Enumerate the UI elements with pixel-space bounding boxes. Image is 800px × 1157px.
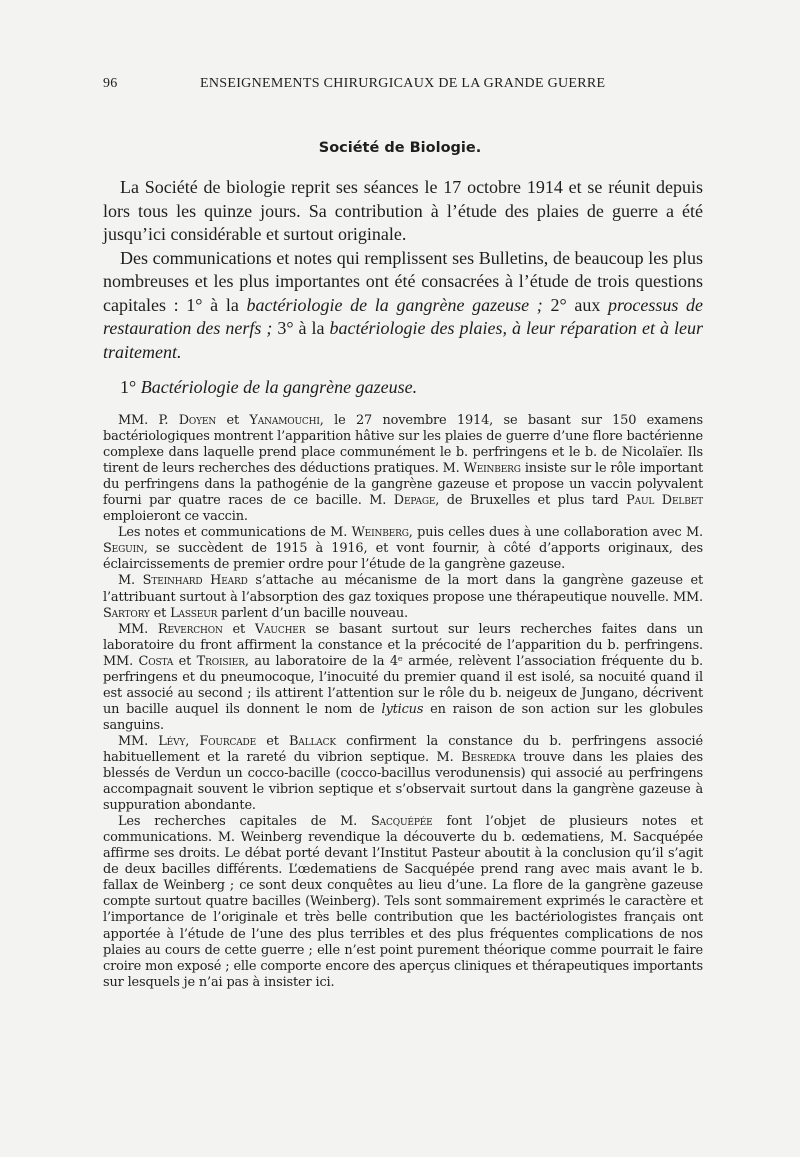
page-number: 96: [103, 76, 118, 91]
body-paragraph-4: [103, 622, 703, 734]
body-paragraph-1: [103, 413, 703, 525]
italic-run: bactériologie des plaies, à leur réparation et à leur traitement.: [103, 318, 703, 362]
body-text: [103, 413, 703, 991]
italic-term: lyticus: [381, 701, 424, 717]
intro-text: [103, 176, 703, 364]
author-name: Doyen: [178, 413, 217, 428]
text-run: , de Bruxelles et plus tard: [435, 493, 627, 509]
section-title: Société de Biologie.: [318, 140, 482, 156]
text-run: s’attache au mécanisme de la mort dans la gangrène gazeuse et l’attribuant surtout à l’absorption des gaz toxiques propose une thérapeutique nouvelle. MM.: [103, 573, 704, 605]
italic-run: processus de restauration des nerfs ;: [103, 294, 703, 338]
subsection-heading: [120, 377, 417, 398]
author-name: Ballack: [288, 733, 336, 749]
author-name: Sartory: [103, 605, 150, 621]
running-title: ENSEIGNEMENTS CHIRURGICAUX DE LA GRANDE GUERRE: [200, 76, 606, 91]
text-run: Les recherches capitales de M.: [118, 814, 371, 830]
text-run: , le 27 novembre 1914, se basant sur 150 examens bactériologiques montrent l’apparition hâtive sur les plaies de guerre d’une flore bactérienne complexe dans laquelle prend place communément le b. perfringens et le b. de Nicolaïer. Ils tirent de leurs recherches des déductions pratiques. M.: [103, 413, 703, 477]
text-run: emploieront ce vaccin.: [103, 509, 248, 525]
body-paragraph-5: [103, 734, 703, 814]
text-run: M.: [118, 573, 143, 589]
body-paragraph-3: [103, 573, 703, 621]
subsection-number: 1°: [120, 377, 141, 397]
author-name: Paul Delbet: [626, 493, 703, 509]
text-run: ,: [185, 733, 200, 749]
text-run: MM.: [118, 733, 159, 749]
author-name: Sacquépée: [370, 814, 433, 830]
author-name: Fourcade: [199, 733, 257, 749]
text-run: Les notes et communications de M.: [118, 525, 352, 541]
text-run: 2° aux: [542, 294, 608, 315]
text-run: 3° à la: [272, 318, 330, 338]
text-run: parlent d’un bacille nouveau.: [217, 605, 408, 621]
author-name: Steinhard Heard: [142, 573, 248, 589]
text-run: Des communications et notes qui remplissent ses Bulletins, de beaucoup les plus nombreuses et les plus importantes ont été consacrées à l’étude de trois questions capitales : 1° à la: [103, 247, 703, 315]
text-run: insiste sur le rôle important du perfringens dans la pathogénie de la gangrène gazeuse et propose un vaccin polyvalent fourni par quatre races de ce bacille. M.: [103, 461, 703, 509]
author-name: Vaucher: [254, 621, 306, 637]
italic-run: bactériologie de la gangrène gazeuse ;: [246, 294, 543, 315]
text-run: confirment la constance du b. perfringens associé habituellement et la rareté du vibrion septique. M.: [103, 733, 704, 765]
text-run: , se succèdent de 1915 à 1916, et vont fournir, à côté d’apports originaux, des éclaircissements de premier ordre pour l’étude de la gangrène gazeuse.: [103, 541, 703, 573]
text-run: et: [222, 621, 255, 637]
author-name: Besredka: [461, 749, 516, 765]
body-paragraph-6: [103, 814, 703, 991]
text-run: et: [149, 605, 171, 621]
text-run: , au laboratoire de la 4ᵉ armée, relèvent l’association fréquente du b. perfringens et du pneumocoque, l’inocuité du premier quand il est isolé, sa nocuité quand il est associé au second ; ils attirent l’attention sur le rôle du b. neigeux de Jungano, décrivent un bacille auquel ils donnent le nom de: [103, 653, 704, 717]
author-name: Weinberg: [351, 525, 409, 541]
subsection-title: Bactériologie de la gangrène gazeuse.: [140, 377, 418, 397]
text-run: et: [256, 733, 289, 749]
author-name: Lasseur: [170, 605, 218, 621]
author-name: Depage: [393, 493, 436, 509]
author-name: Troisier: [196, 653, 245, 669]
body-paragraph-2: [103, 525, 703, 573]
text-run: en raison de son action sur les globules sanguins.: [103, 701, 703, 733]
author-name: Lévy: [158, 733, 186, 749]
author-name: Yanamouchi: [249, 413, 320, 428]
author-name: Costa: [138, 653, 174, 669]
text-run: font l’objet de plusieurs notes et communications. M. Weinberg revendique la découverte du b. œdematiens, M. Sacquépée affirme ses droits. Le débat porté devant l’Institut Pasteur aboutit à la conclusion qu’il s’agit de deux bacilles différents. L’œdematiens de Sacquépée prend rang avec mais avant le b. fallax de Weinberg ; ce sont deux conquêtes au lieu d’une. La flore de la gangrène gazeuse compte surtout quatre bacilles (Weinberg). Tels sont sommairement exprimés le caractère et l’importance de l’originale et très belle contribution que les bactériologistes français ont apportée à l’étude de l’une des plus terribles et des plus fréquentes complications de nos plaies au cours de cette guerre ; elle n’est point purement théorique comme pourrait le faire croire mon exposé ; elle comporte encore des aperçus cliniques et thérapeutiques importants sur lesquels je n’ai pas à insister ici.: [103, 814, 704, 990]
text-run: et: [173, 653, 197, 669]
text-run: MM.: [118, 621, 158, 637]
text-run: se basant surtout sur leurs recherches faites dans un laboratoire du front affirment la constance et la précocité de l’apparition du b. perfringens. MM.: [103, 621, 703, 669]
author-name: Reverchon: [157, 621, 223, 637]
author-name: Seguin: [103, 541, 144, 557]
text-run: trouve dans les plaies des blessés de Verdun un cocco-bacille (cocco-bacillus verodunensis) qui associé au perfringens accompagnait souvent le vibrion septique et s’observait surtout dans la gangrène gazeuse à suppuration abondante.: [103, 749, 703, 814]
text-run: MM. P.: [118, 413, 179, 428]
page-header: [103, 76, 703, 96]
text-run: et: [216, 413, 250, 428]
author-name: Weinberg: [463, 461, 521, 477]
intro-paragraph-1: La Société de biologie reprit ses séances le 17 octobre 1914 et se réunit depuis lors tous les quinze jours. Sa contribution à l’étude des plaies de guerre a été jusqu’ici considérable et surtout originale.: [103, 177, 703, 244]
intro-paragraph-2: [103, 247, 703, 365]
text-run: , puis celles dues à une collaboration avec M.: [408, 525, 703, 541]
